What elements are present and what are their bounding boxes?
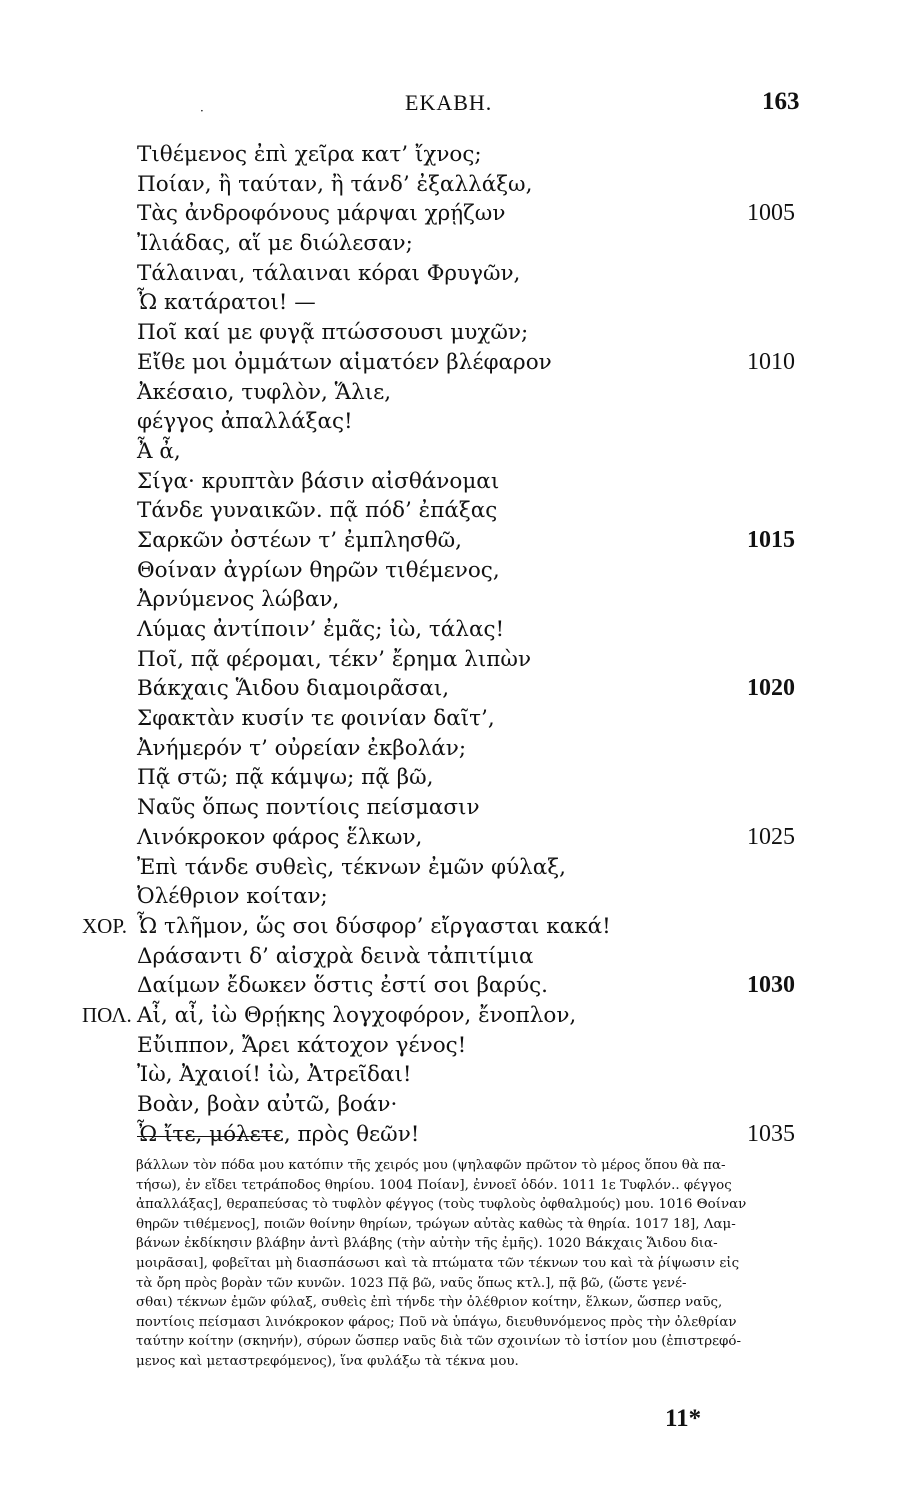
- verse-text: Ὀλέθριον κοίταν;: [137, 884, 328, 910]
- verse-line: [0, 674, 901, 704]
- footnote-line: τὰ ὄρη πρὸς βορὰν τῶν κυνῶν. 1023 Πᾷ βῶ, ναῦς ὅπως κτλ.], πᾷ βῶ, (ὥστε γενέ-: [136, 1275, 687, 1291]
- verse-line: [0, 1001, 901, 1031]
- header-mark: ·: [200, 104, 204, 118]
- speaker-label: ΧΟΡ.: [82, 913, 127, 938]
- verse-line: [0, 793, 901, 823]
- verse-text: Τὰς ἀνδροφόνους μάρψαι χρῄζων: [137, 201, 506, 227]
- verse-line: [0, 259, 901, 289]
- footnote-line: ἀπαλλάξας], θεραπεύσας τὸ τυφλὸν φέγγος (τοὺς τυφλοὺς ὀφθαλμούς) μου. 1016 Θοίναν: [136, 1197, 747, 1213]
- verse-text: Ἰὼ, Ἀχαιοί! ἰὼ, Ἀτρεῖδαι!: [137, 1062, 412, 1088]
- verse-text: Ἰλιάδας, αἵ με διώλεσαν;: [137, 231, 413, 257]
- verse-line: [0, 348, 901, 378]
- verse-line: [0, 734, 901, 764]
- footnotes: [136, 1156, 796, 1372]
- verse-text: Βοὰν, βοὰν αὐτῶ, βοάν·: [137, 1092, 398, 1117]
- verse-line: [0, 1031, 901, 1061]
- footnote-line: σθαι) τέκνων ἐμῶν φύλαξ, συθεὶς ἐπὶ τήνδε τὴν ὀλέθριον κοίτην, ἕλκων, ὥσπερ ναῦς,: [136, 1295, 723, 1311]
- verse-line: [0, 318, 901, 348]
- verse-line: [0, 229, 901, 259]
- verse-line: [0, 823, 901, 853]
- line-number: 1030: [747, 972, 795, 999]
- verse-text: Θοίναν ἀγρίων θηρῶν τιθέμενος,: [137, 557, 500, 583]
- verse-text: Ἀρνύμενος λώβαν,: [137, 587, 340, 613]
- line-number: 1020: [747, 675, 795, 702]
- verse-line: [0, 853, 901, 883]
- line-number: 1015: [747, 526, 795, 553]
- verse-text: Ὦ κατάρατοι! —: [137, 290, 316, 316]
- footnote-line: βάλλων τὸν πόδα μου κατόπιν τῆς χειρός μου (ψηλαφῶν πρῶτον τὸ μέρος ὅπου θὰ πα-: [136, 1158, 726, 1173]
- verse-line: [0, 437, 901, 467]
- verse-block: [0, 140, 901, 1149]
- footnote-line: θηρῶν τιθέμενος], ποιῶν θοίνην θηρίων, τρώγων αὐτὰς καθὼς τὰ θηρία. 1017 18], Λαμ-: [136, 1216, 736, 1232]
- verse-text: Σφακτὰν κυσίν τε φοινίαν δαῖτ’,: [137, 706, 495, 732]
- speaker-label: ΠΟΛ.: [82, 1002, 132, 1027]
- verse-text: φέγγος ἀπαλλάξας!: [137, 409, 353, 435]
- verse-text: Πᾷ στῶ; πᾷ κάμψω; πᾷ βῶ,: [137, 765, 434, 791]
- verse-line: [0, 1120, 901, 1150]
- verse-text: Ὦ ἴτε, μόλετε, πρὸς θεῶν!: [137, 1121, 420, 1147]
- verse-text: Λύμας ἀντίποιν’ ἐμᾶς; ἰὼ, τάλας!: [137, 617, 505, 642]
- verse-text: Δράσαντι δ’ αἰσχρὰ δεινὰ τἀπιτίμια: [137, 943, 534, 969]
- verse-text: Εἴθε μοι ὀμμάτων αἱματόεν βλέφαρον: [137, 349, 552, 375]
- verse-line: [0, 407, 901, 437]
- footnote-line: τήσω), ἐν εἴδει τετράποδος θηρίου. 1004 Ποίαν], ἐννοεῖ ὁδόν. 1011 1ε Τυφλόν.. φέγγος: [136, 1177, 732, 1193]
- verse-line: [0, 763, 901, 793]
- verse-line: [0, 971, 901, 1001]
- verse-line: [0, 496, 901, 526]
- verse-text: Ἆ ἆ,: [137, 438, 181, 464]
- verse-line: [0, 526, 901, 556]
- verse-text: Ὦ τλῆμον, ὥς σοι δύσφορ’ εἴργασται κακά!: [137, 913, 611, 939]
- verse-line: [0, 1060, 901, 1090]
- footnote-line: μενος καὶ μεταστρεφόμενος), ἵνα φυλάξω τὰ τέκνα μου.: [136, 1353, 519, 1369]
- verse-text: Σαρκῶν ὀστέων τ’ ἐμπλησθῶ,: [137, 527, 463, 553]
- verse-line: [0, 199, 901, 229]
- verse-line: [0, 942, 901, 972]
- verse-line: [0, 140, 901, 170]
- verse-line: [0, 556, 901, 586]
- verse-line: [0, 378, 901, 408]
- verse-line: [0, 882, 901, 912]
- line-number: 1005: [747, 200, 795, 227]
- verse-line: [0, 704, 901, 734]
- verse-text: Ποίαν, ἢ ταύταν, ἢ τάνδ’ ἐξαλλάξω,: [137, 171, 533, 197]
- verse-text: Βάκχαις Ἅιδου διαμοιρᾶσαι,: [137, 676, 450, 702]
- page-number: 163: [762, 88, 800, 115]
- line-number: 1025: [747, 823, 795, 850]
- verse-text: Ναῦς ὅπως ποντίοις πείσμασιν: [137, 795, 480, 821]
- verse-line: [0, 585, 901, 615]
- footnote-line: βάνων ἐκδίκησιν βλάβην ἀντὶ βλάβης (τὴν αὐτὴν τῆς ἐμῆς). 1020 Βάκχαις Ἅιδου δια-: [136, 1236, 718, 1252]
- verse-line: [0, 1090, 901, 1120]
- verse-text: Ἐπὶ τάνδε συθεὶς, τέκνων ἐμῶν φύλαξ,: [137, 854, 566, 880]
- line-number: 1010: [747, 348, 795, 375]
- verse-text: Ἀνήμερόν τ’ οὐρείαν ἐκβολάν;: [137, 735, 467, 761]
- footnote-divider: [137, 1136, 279, 1137]
- verse-line: [0, 912, 901, 942]
- verse-text: Σίγα· κρυπτὰν βάσιν αἰσθάνομαι: [137, 468, 500, 494]
- verse-text: Εὔιππον, Ἄρει κάτοχον γένος!: [137, 1032, 467, 1058]
- verse-line: [0, 288, 901, 318]
- verse-text: Τάλαιναι, τάλαιναι κόραι Φρυγῶν,: [137, 260, 521, 286]
- verse-line: [0, 170, 901, 200]
- verse-text: Τάνδε γυναικῶν. πᾷ πόδ’ ἐπάξας: [137, 498, 498, 524]
- verse-text: Ποῖ καί με φυγᾷ πτώσσουσι μυχῶν;: [137, 320, 529, 346]
- verse-text: Αἶ, αἶ, ἰὼ Θρῄκης λογχοφόρον, ἔνοπλον,: [137, 1002, 577, 1028]
- verse-text: Τιθέμενος ἐπὶ χεῖρα κατ’ ἴχνος;: [137, 142, 482, 167]
- footnote-line: ποντίοις πείσμασι λινόκροκον φάρος; Ποῦ νὰ ὑπάγω, διευθυνόμενος πρὸς τὴν ὀλεθρίαν: [136, 1314, 737, 1330]
- verse-line: [0, 615, 901, 645]
- signature-mark: 11*: [665, 1405, 702, 1432]
- verse-text: Δαίμων ἔδωκεν ὅστις ἐστί σοι βαρύς.: [137, 973, 548, 999]
- verse-line: [0, 645, 901, 675]
- verse-text: Ποῖ, πᾷ φέρομαι, τέκν’ ἔρημα λιπὼν: [137, 646, 532, 672]
- footnote-line: ταύτην κοίτην (σκηνήν), σύρων ὥσπερ ναῦς διὰ τῶν σχοινίων τὸ ἱστίον μου (ἐπιστρεφό-: [136, 1334, 741, 1350]
- verse-line: [0, 467, 901, 497]
- verse-text: Λινόκροκον φάρος ἕλκων,: [137, 824, 423, 850]
- verse-text: Ἀκέσαιο, τυφλὸν, Ἅλιε,: [137, 379, 392, 405]
- line-number: 1035: [747, 1120, 795, 1147]
- running-title: ΕΚΑΒΗ.: [405, 90, 493, 115]
- footnote-line: μοιρᾶσαι], φοβεῖται μὴ διασπάσωσι καὶ τὰ πτώματα τῶν τέκνων του καὶ τὰ ῥίψωσιν εἰς: [136, 1255, 740, 1271]
